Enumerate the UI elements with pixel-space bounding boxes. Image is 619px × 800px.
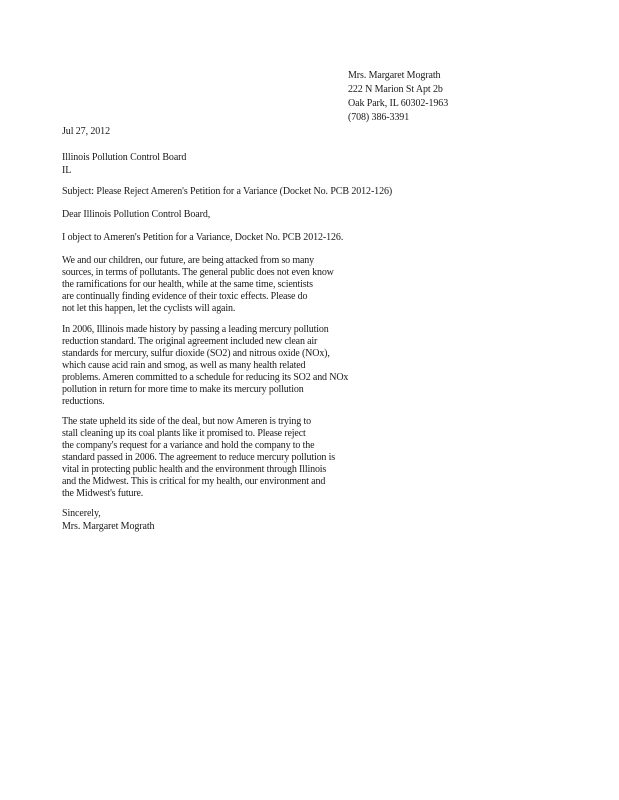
paragraph-line: We and our children, our future, are being attacked from so many bbox=[62, 255, 314, 266]
paragraph-line: and the Midwest. This is critical for my health, our environment and bbox=[62, 476, 326, 487]
paragraph-line: are continually finding evidence of their toxic effects. Please do bbox=[62, 291, 308, 302]
closing: Sincerely, bbox=[62, 508, 101, 519]
paragraph-line: reductions. bbox=[62, 396, 105, 407]
paragraph-line: the ramifications for our health, while at the same time, scientists bbox=[62, 279, 313, 290]
sender-street: 222 N Marion St Apt 2b bbox=[348, 84, 443, 95]
signature-name: Mrs. Margaret Mograth bbox=[62, 521, 155, 532]
body-paragraph-1 bbox=[62, 255, 334, 315]
paragraph-line: the company's request for a variance and hold the company to the bbox=[62, 440, 315, 451]
paragraph-line: the Midwest's future. bbox=[62, 488, 144, 499]
paragraph-line: which cause acid rain and smog, as well as many health related bbox=[62, 360, 306, 371]
paragraph-line: reduction standard. The original agreement included new clean air bbox=[62, 336, 318, 347]
paragraph-line: vital in protecting public health and the environment through Illinois bbox=[62, 464, 327, 475]
sender-name: Mrs. Margaret Mograth bbox=[348, 70, 441, 81]
letter-date: Jul 27, 2012 bbox=[62, 126, 110, 137]
paragraph-line: The state upheld its side of the deal, but now Ameren is trying to bbox=[62, 416, 311, 427]
paragraph-line: pollution in return for more time to make its mercury pollution bbox=[62, 384, 304, 395]
paragraph-line: not let this happen, let the cyclists will again. bbox=[62, 303, 236, 314]
recipient-name: Illinois Pollution Control Board bbox=[62, 152, 187, 163]
salutation: Dear Illinois Pollution Control Board, bbox=[62, 209, 211, 220]
body-paragraph-3 bbox=[62, 416, 335, 500]
sender-city: Oak Park, IL 60302-1963 bbox=[348, 98, 449, 109]
objection-statement: I object to Ameren's Petition for a Variance, Docket No. PCB 2012-126. bbox=[62, 232, 344, 243]
paragraph-line: In 2006, Illinois made history by passing a leading mercury pollution bbox=[62, 324, 329, 335]
paragraph-line: stall cleaning up its coal plants like it promised to. Please reject bbox=[62, 428, 306, 439]
recipient-state: IL bbox=[62, 165, 72, 176]
paragraph-line: sources, in terms of pollutants. The general public does not even know bbox=[62, 267, 334, 278]
paragraph-line: problems. Ameren committed to a schedule for reducing its SO2 and NOx bbox=[62, 372, 349, 383]
paragraph-line: standards for mercury, sulfur dioxide (SO2) and nitrous oxide (NOx), bbox=[62, 348, 330, 359]
subject-line: Subject: Please Reject Ameren's Petition for a Variance (Docket No. PCB 2012-126) bbox=[62, 186, 393, 197]
paragraph-line: standard passed in 2006. The agreement to reduce mercury pollution is bbox=[62, 452, 335, 463]
sender-phone: (708) 386-3391 bbox=[348, 112, 410, 123]
body-paragraph-2 bbox=[62, 324, 348, 408]
